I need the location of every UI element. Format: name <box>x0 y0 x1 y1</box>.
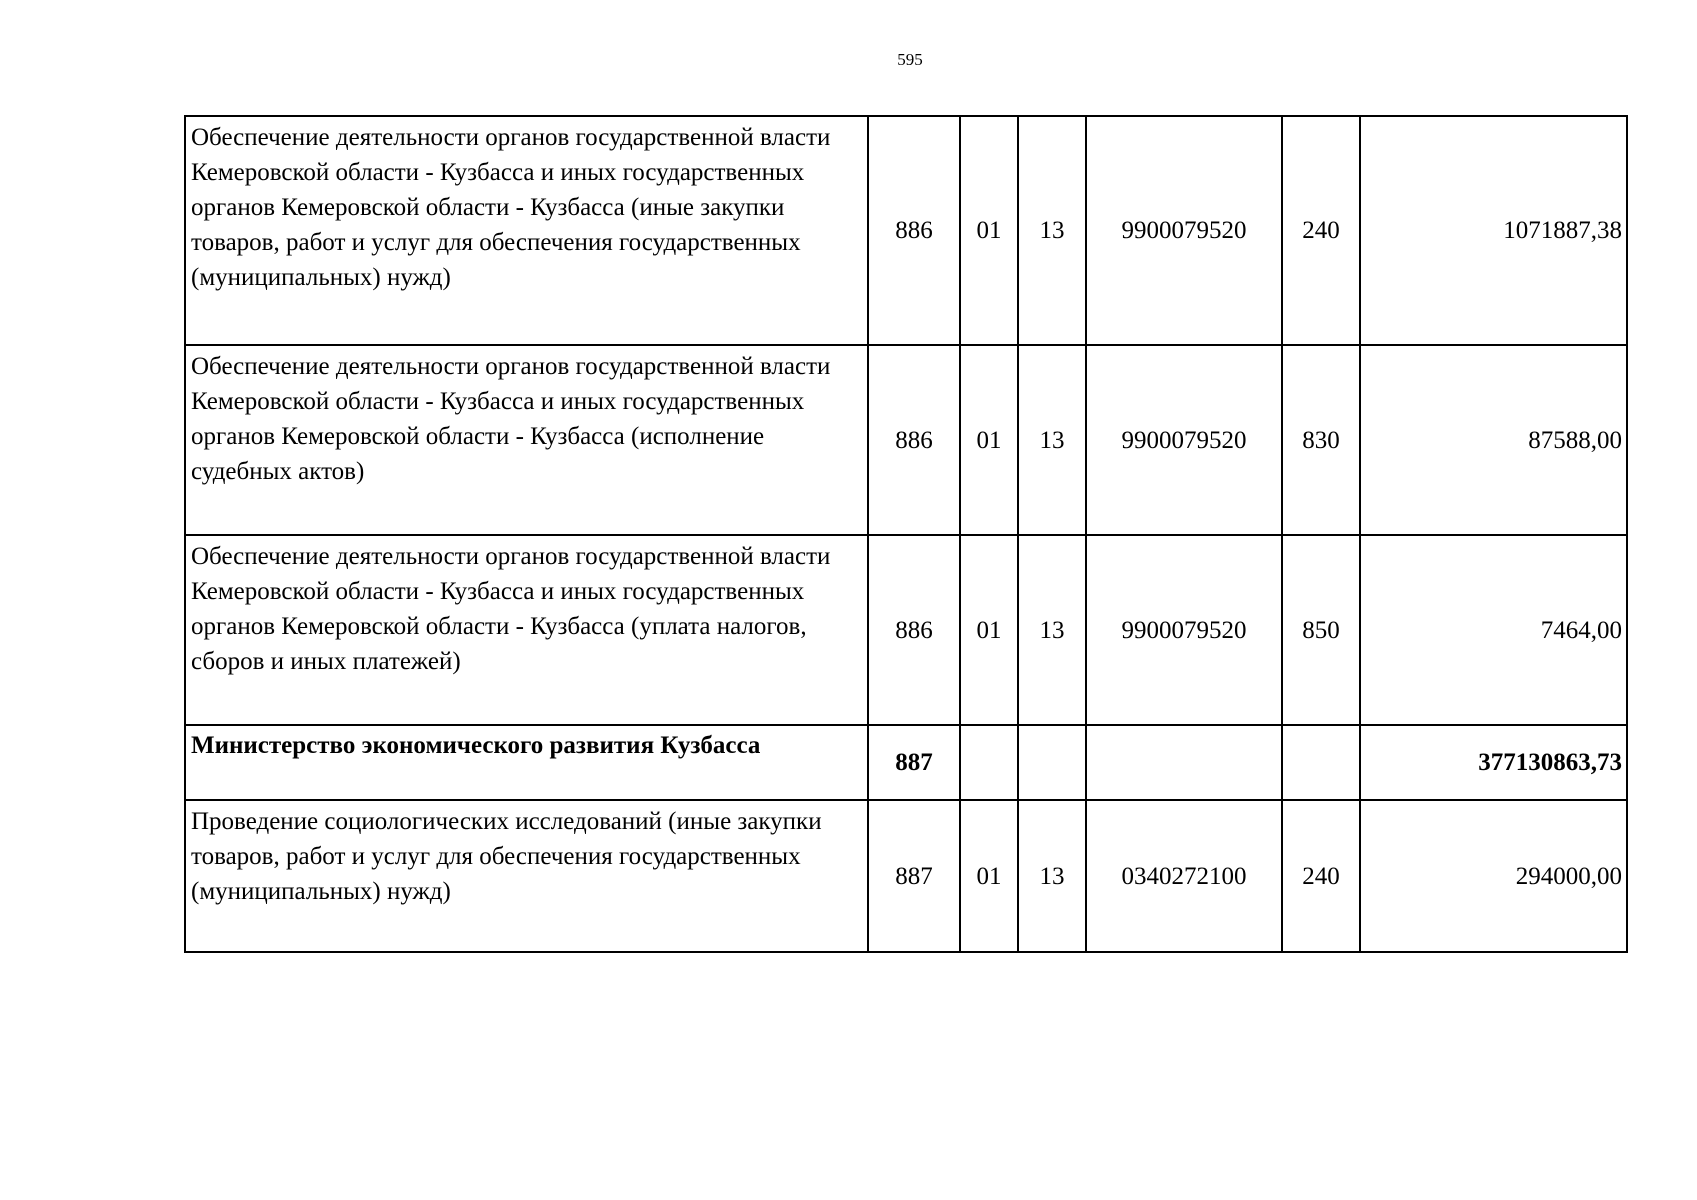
ministry-title: Министерство экономического развития Кузбасса <box>185 725 868 800</box>
ministry-code: 887 <box>868 800 960 952</box>
target-article-code <box>1086 725 1282 800</box>
ministry-code: 886 <box>868 345 960 535</box>
section-code <box>960 725 1018 800</box>
expense-type-code: 850 <box>1282 535 1360 725</box>
target-article-code: 0340272100 <box>1086 800 1282 952</box>
amount: 294000,00 <box>1360 800 1627 952</box>
subsection-code: 13 <box>1018 116 1086 345</box>
target-article-code: 9900079520 <box>1086 116 1282 345</box>
ministry-code: 887 <box>868 725 960 800</box>
table-row <box>185 800 1627 952</box>
amount: 7464,00 <box>1360 535 1627 725</box>
amount: 1071887,38 <box>1360 116 1627 345</box>
subsection-code: 13 <box>1018 800 1086 952</box>
row-description: Проведение социологических исследований (иные закупки товаров, работ и услуг для обеспечения государственных (муниципальных) нужд) <box>185 800 868 952</box>
expense-type-code: 240 <box>1282 800 1360 952</box>
amount: 87588,00 <box>1360 345 1627 535</box>
subsection-code: 13 <box>1018 345 1086 535</box>
table-row <box>185 535 1627 725</box>
ministry-code: 886 <box>868 116 960 345</box>
table-row <box>185 116 1627 345</box>
section-code: 01 <box>960 800 1018 952</box>
section-code: 01 <box>960 116 1018 345</box>
budget-table <box>184 115 1628 953</box>
target-article-code: 9900079520 <box>1086 345 1282 535</box>
row-description: Обеспечение деятельности органов государственной власти Кемеровской области - Кузбасса и иных государственных органов Кемеровской области - Кузбасса (иные закупки товаров, работ и услуг для обеспечения государственных (муниципальных) нужд) <box>185 116 868 345</box>
ministry-total-amount: 377130863,73 <box>1360 725 1627 800</box>
row-description: Обеспечение деятельности органов государственной власти Кемеровской области - Кузбасса и иных государственных органов Кемеровской области - Кузбасса (исполнение судебных актов) <box>185 345 868 535</box>
section-code: 01 <box>960 345 1018 535</box>
expense-type-code: 240 <box>1282 116 1360 345</box>
target-article-code: 9900079520 <box>1086 535 1282 725</box>
row-description: Обеспечение деятельности органов государственной власти Кемеровской области - Кузбасса и иных государственных органов Кемеровской области - Кузбасса (уплата налогов, сборов и иных платежей) <box>185 535 868 725</box>
subsection-code: 13 <box>1018 535 1086 725</box>
table-row <box>185 345 1627 535</box>
page-number: 595 <box>897 50 923 69</box>
ministry-code: 886 <box>868 535 960 725</box>
section-code: 01 <box>960 535 1018 725</box>
table-row-ministry-total <box>185 725 1627 800</box>
expense-type-code: 830 <box>1282 345 1360 535</box>
expense-type-code <box>1282 725 1360 800</box>
subsection-code <box>1018 725 1086 800</box>
